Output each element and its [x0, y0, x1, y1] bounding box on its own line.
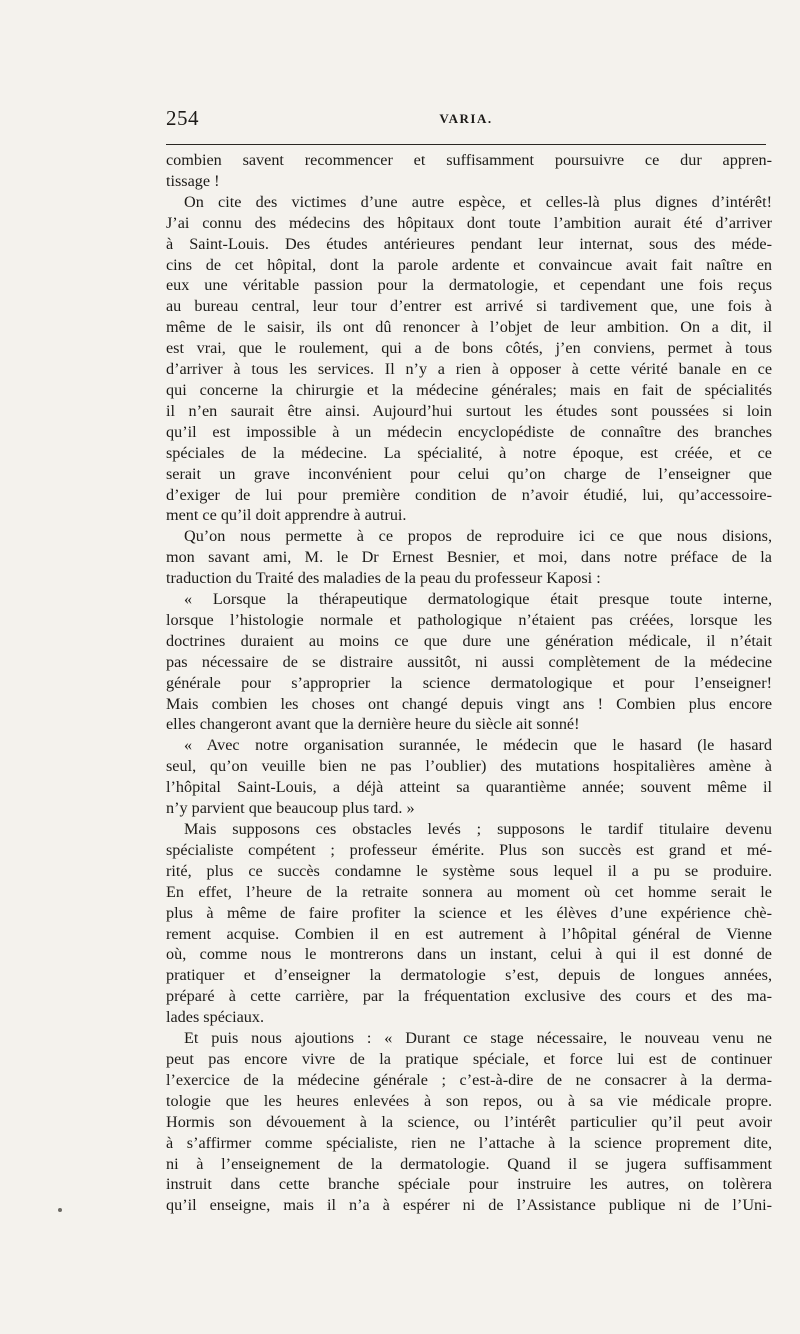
text-line: doctrines duraient au moins ce que dure une génération médicale, il n’était	[166, 631, 772, 650]
text-line: J’ai connu des médecins des hôpitaux dont toute l’ambition aurait été d’arriver	[166, 213, 772, 232]
text-line: plus à même de faire profiter la science et les élèves d’une expérience chè-	[166, 903, 772, 922]
paper-speck	[58, 1208, 62, 1212]
text-line: à Saint-Louis. Des études antérieures pendant leur internat, sous des méde-	[166, 234, 772, 253]
text-line: où, comme nous le montrerons dans un instant, celui à qui il est donné de	[166, 945, 772, 964]
text-line: il n’en saurait être ainsi. Aujourd’hui surtout les études sont poussées si loin	[166, 401, 772, 420]
text-line: lades spéciaux.	[166, 1008, 264, 1027]
text-line: l’hôpital Saint-Louis, a déjà atteint sa quarantième année; souvent même il	[166, 778, 772, 797]
text-line: à s’affirmer comme spécialiste, rien ne l’attache à la science proprement dite,	[166, 1133, 772, 1152]
text-line: Qu’on nous permette à ce propos de reproduire ici ce que nous disions,	[184, 527, 772, 546]
text-line: mon savant ami, M. le Dr Ernest Besnier, et moi, dans notre préface de la	[166, 548, 772, 567]
text-line: d’exiger de lui pour première condition de n’avoir étudié, lui, qu’accessoire-	[166, 485, 772, 504]
text-line: d’arriver à tous les services. Il n’y a rien à opposer à cette vérité banale en ce	[166, 360, 772, 379]
text-line: pratiquer et d’enseigner la dermatologie s’est, depuis de longues années,	[166, 966, 772, 985]
text-line: tissage !	[166, 171, 220, 190]
text-line: eux une véritable passion pour la dermatologie, et cependant une fois reçus	[166, 276, 772, 295]
text-line: Mais combien les choses ont changé depuis vingt ans ! Combien plus encore	[166, 694, 772, 713]
text-line: ni à l’enseignement de la dermatologie. Quand il se jugera suffisamment	[166, 1154, 772, 1173]
text-line: « Lorsque la thérapeutique dermatologique était presque toute interne,	[184, 590, 772, 609]
text-line: Mais supposons ces obstacles levés ; supposons le tardif titulaire devenu	[184, 820, 772, 838]
text-line: tologie que les heures enlevées à son repos, ou à sa vie médicale propre.	[166, 1091, 772, 1110]
text-line: générale pour s’approprier la science dermatologique et pour l’enseigner!	[166, 673, 772, 692]
text-line: spéciales de la médecine. La spécialité, à notre époque, est créée, et ce	[166, 443, 772, 462]
text-line: combien savent recommencer et suffisamment poursuivre ce dur appren-	[166, 151, 772, 169]
text-line: même de le saisir, ils ont dû renoncer à l’objet de leur ambition. On a dit, il	[166, 318, 772, 337]
text-line: pas nécessaire de se distraire aussitôt, ni aussi complètement de la médecine	[166, 652, 772, 671]
text-line: qui concerne la chirurgie et la médecine générales; mais en fait de spécialités	[166, 380, 772, 399]
text-line: serait un grave inconvénient pour celui qu’on charge de l’enseigner que	[166, 464, 772, 483]
text-line: au bureau central, leur tour d’entrer est arrivé si tardivement que, une fois à	[166, 297, 772, 316]
text-line: Et puis nous ajoutions : « Durant ce stage nécessaire, le nouveau venu ne	[184, 1029, 772, 1048]
text-line: peut pas encore vivre de la pratique spéciale, et force lui est de continuer	[166, 1049, 772, 1068]
text-line: Hormis son dévouement à la science, ou l’intérêt particulier qu’il peut avoir	[166, 1112, 772, 1131]
text-line: rement acquise. Combien il en est autrement à l’hôpital général de Vienne	[166, 924, 772, 943]
text-line: ment ce qu’il doit apprendre à autrui.	[166, 506, 407, 525]
text-line: On cite des victimes d’une autre espèce, et celles-là plus dignes d’intérêt!	[184, 192, 772, 211]
text-line: rité, plus ce succès condamne le système sous lequel il a pu se produire.	[166, 861, 772, 880]
text-line: En effet, l’heure de la retraite sonnera au moment où cet homme serait le	[166, 882, 772, 901]
text-line: « Avec notre organisation surannée, le médecin que le hasard (le hasard	[184, 736, 772, 755]
text-line: préparé à cette carrière, par la fréquentation exclusive des cours et des ma-	[166, 987, 772, 1006]
text-line: qu’il enseigne, mais il n’a à espérer ni de l’Assistance publique ni de l’Uni-	[166, 1196, 772, 1215]
text-line: traduction du Traité des maladies de la peau du professeur Kaposi :	[166, 569, 601, 588]
text-line: seul, qu’on veuille bien ne pas l’oublier) des mutations hospitalières amène à	[166, 757, 772, 776]
text-line: est vrai, que le roulement, qui a de bons côtés, j’en conviens, permet à tous	[166, 339, 772, 358]
page-number: 254	[166, 106, 199, 130]
text-line: lorsque l’histologie normale et pathologique n’étaient pas créées, lorsque les	[166, 610, 772, 629]
text-line: qu’il est impossible à un médecin encyclopédiste de connaître des branches	[166, 422, 772, 441]
text-line: elles changeront avant que la dernière heure du siècle ait sonné!	[166, 715, 580, 734]
text-line: l’exercice de la médecine générale ; c’est-à-dire de ne consacrer à la derma-	[166, 1070, 772, 1089]
text-line: spécialiste compétent ; professeur émérite. Plus son succès est grand et mé-	[166, 840, 772, 859]
text-line: cins de cet hôpital, dont la parole ardente et convaincue avait fait naître en	[166, 255, 772, 274]
text-line: instruit dans cette branche spéciale pour instruire les autres, on tolèrera	[166, 1175, 772, 1194]
running-head	[166, 106, 766, 138]
body-text	[166, 150, 772, 1216]
header-rule	[166, 144, 766, 145]
text-line: n’y parvient que beaucoup plus tard. »	[166, 799, 415, 818]
running-title: VARIA.	[439, 111, 493, 126]
